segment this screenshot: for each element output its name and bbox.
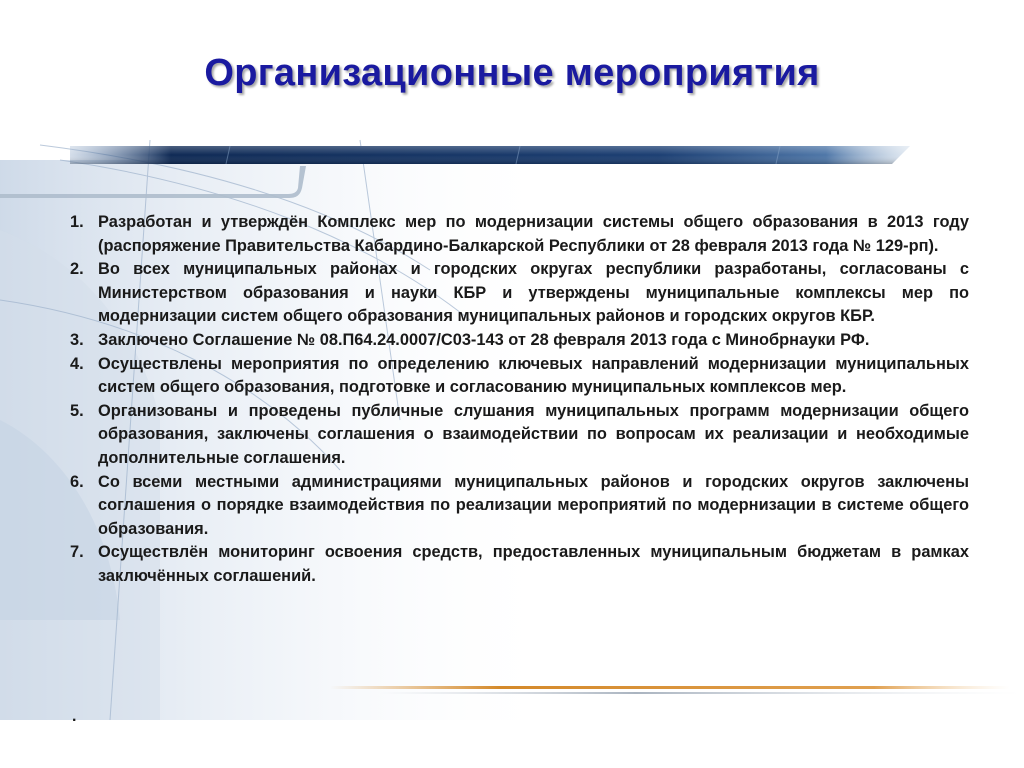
item-text: Со всеми местными администрациями муниципальных районов и городских округов заключены соглашения о порядке взаимодействия по реализации мероприятий по модернизации в системе общего образования. [98, 472, 969, 538]
item-number: 6. [70, 472, 84, 491]
list-item [70, 211, 969, 258]
item-number: 3. [70, 330, 84, 349]
list-item [70, 541, 969, 588]
item-number: 5. [70, 401, 84, 420]
item-text: Заключено Соглашение № 08.П64.24.0007/С03-143 от 28 февраля 2013 года с Минобрнауки РФ. [98, 330, 870, 349]
list-item [70, 353, 969, 400]
item-number: 1. [70, 213, 84, 231]
item-text: Во всех муниципальных районах и городских округах республики разработаны, согласованы с Министерством образования и науки КБР и утверждены муниципальные комплексы мер по модернизации систем общего образования муниципальных районов и городских округов КБР. [98, 260, 969, 326]
item-text: Организованы и проведены публичные слушания муниципальных программ модернизации общего образования, заключены соглашения о взаимодействии по вопросам их реализации и необходимые дополнительные соглашения. [98, 401, 969, 467]
list-item [70, 329, 969, 353]
list-item [70, 258, 969, 329]
content-list [70, 211, 969, 589]
list-item [70, 400, 969, 471]
trailing-mark: . [72, 708, 77, 725]
list-item [70, 471, 969, 542]
item-text: Осуществлены мероприятия по определению ключевых направлений модернизации муниципальных систем общего образования, подготовке и согласованию муниципальных комплексов мер. [98, 354, 969, 397]
item-text: Разработан и утверждён Комплекс мер по модернизации системы общего образования в 2013 году (распоряжение Правительства Кабардино-Балкарской Республики от 28 февраля 2013 года № 129-рп). [98, 213, 969, 255]
page-title: Организационные мероприятия [204, 52, 820, 94]
item-number: 7. [70, 543, 84, 562]
item-text: Осуществлён мониторинг освоения средств, предоставленных муниципальным бюджетам в рамках заключённых соглашений. [98, 543, 969, 585]
item-number: 2. [70, 260, 84, 279]
item-number: 4. [70, 354, 84, 373]
